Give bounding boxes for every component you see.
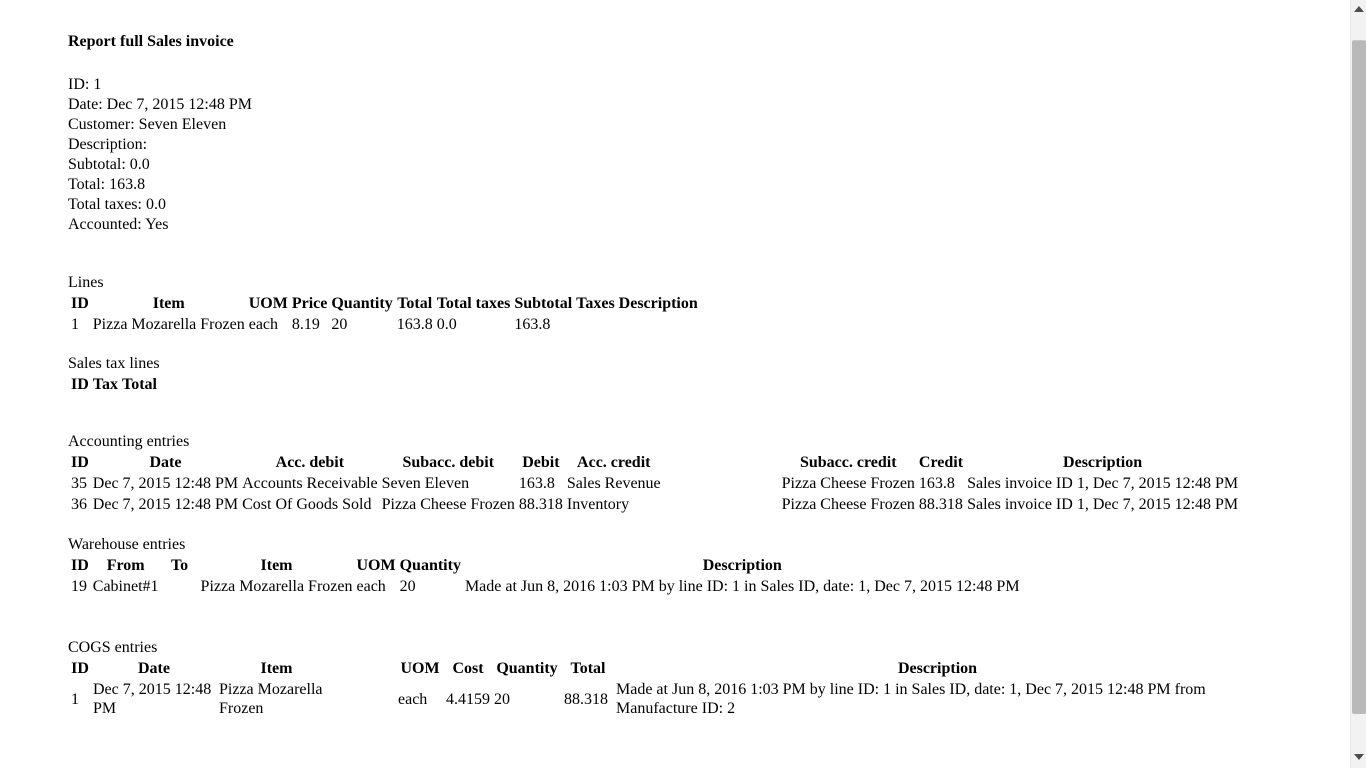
cell: Pizza Cheese Frozen — [781, 475, 915, 492]
cell — [575, 314, 616, 335]
cell — [618, 314, 699, 335]
scrollbar[interactable] — [1350, 0, 1366, 768]
report-title: Report full Sales invoice — [68, 33, 234, 50]
cell: Sales Revenue — [566, 475, 661, 492]
cell: 35 — [71, 475, 87, 492]
accounting-entries-table — [68, 452, 1241, 515]
cell: 88.318 — [518, 496, 563, 513]
cell: Dec 7, 2015 12:48 PM — [92, 496, 239, 513]
section-label-accounting-entries: Accounting entries — [68, 433, 190, 450]
section-lines — [68, 273, 1342, 335]
header-cell: Price — [291, 295, 328, 312]
cell: 163.8 — [918, 475, 955, 492]
cell: Dec 7, 2015 12:48 PM — [93, 681, 212, 717]
cell: Pizza Cheese Frozen — [381, 496, 515, 513]
table-header-row — [70, 555, 1021, 576]
table-row — [70, 494, 1239, 515]
header-cell: Subacc. credit — [799, 454, 897, 471]
cell: each — [356, 578, 386, 595]
header-cell: ID — [71, 295, 89, 312]
header-cell: Date — [138, 660, 170, 677]
header-cell: ID — [71, 454, 89, 471]
section-sales-tax-lines — [68, 354, 1342, 395]
cell: Made at Jun 8, 2016 1:03 PM by line ID: 1 in Sales ID, date: 1, Dec 7, 2015 12:48 PM from Manufacture ID: 2 — [616, 681, 1206, 717]
header-cell: ID — [71, 660, 89, 677]
table-row — [70, 473, 1239, 494]
cell: 163.8 — [396, 316, 433, 333]
info-line-customer: Customer: Seven Eleven — [68, 116, 227, 133]
cell: Seven Eleven — [381, 475, 470, 492]
table-row — [70, 576, 1021, 597]
cell: 1 — [71, 690, 79, 708]
header-cell: UOM — [248, 295, 288, 312]
header-cell: Item — [260, 660, 293, 677]
section-accounting-entries — [68, 432, 1342, 515]
cell: 20 — [494, 690, 510, 708]
invoice-info-block — [68, 75, 1342, 235]
header-cell: Tax — [92, 376, 118, 393]
section-label-warehouse-entries: Warehouse entries — [68, 536, 186, 553]
info-line-id: ID: 1 — [68, 76, 102, 93]
cell: 0.0 — [436, 316, 457, 333]
section-warehouse-entries — [68, 535, 1342, 597]
warehouse-entries-table — [68, 555, 1023, 597]
cell: Sales invoice ID 1, Dec 7, 2015 12:48 PM — [967, 496, 1239, 513]
header-cell: Credit — [918, 454, 964, 471]
header-cell: Total — [121, 376, 157, 393]
cell: 163.8 — [518, 475, 555, 492]
section-label-lines: Lines — [68, 274, 104, 291]
section-cogs-entries — [68, 638, 1342, 719]
header-cell: Description — [702, 557, 782, 574]
header-cell: Subtotal — [514, 295, 573, 312]
header-cell: Acc. debit — [275, 454, 345, 471]
header-cell: Description — [618, 295, 698, 312]
header-cell: ID — [71, 376, 89, 393]
info-line-total: Total: 163.8 — [68, 176, 146, 193]
cell: 1 — [71, 316, 79, 333]
header-cell: Quantity — [331, 295, 393, 312]
header-cell: From — [106, 557, 145, 574]
header-cell: Quantity — [399, 557, 461, 574]
info-line-subtotal: Subtotal: 0.0 — [68, 156, 150, 173]
cell: 8.19 — [291, 316, 320, 333]
info-line-accounted: Accounted: Yes — [68, 216, 169, 233]
cell: Made at Jun 8, 2016 1:03 PM by line ID: 1 in Sales ID, date: 1, Dec 7, 2015 12:48 PM — [464, 578, 1020, 595]
table-row — [70, 679, 1260, 719]
header-cell: Subacc. debit — [402, 454, 495, 471]
header-cell: To — [170, 557, 189, 574]
cell: 88.318 — [564, 690, 608, 708]
header-cell: Taxes — [576, 295, 615, 312]
cell: Sales invoice ID 1, Dec 7, 2015 12:48 PM — [967, 475, 1239, 492]
cell: 19 — [71, 578, 87, 595]
cell: Accounts Receivable — [242, 475, 378, 492]
info-line-description: Description: — [68, 136, 148, 153]
cell — [162, 576, 198, 597]
cell: Inventory — [566, 496, 630, 513]
header-cell: Cost — [452, 660, 484, 677]
cell: 20 — [331, 316, 348, 333]
sales-tax-lines-table — [68, 374, 160, 395]
table-header-row — [70, 658, 1260, 679]
cell: 4.4159 — [446, 690, 490, 708]
section-label-cogs-entries: COGS entries — [68, 639, 158, 656]
header-cell: Item — [152, 295, 185, 312]
cell: 163.8 — [514, 316, 551, 333]
cell: 36 — [71, 496, 87, 513]
cell: Pizza Mozarella Frozen — [92, 316, 245, 333]
header-cell: Date — [149, 454, 182, 471]
scrollbar-thumb[interactable] — [1352, 40, 1366, 714]
header-cell: UOM — [400, 660, 440, 677]
header-cell: Total — [397, 295, 433, 312]
cell: Pizza Mozarella Frozen — [219, 681, 323, 717]
section-label-sales-tax-lines: Sales tax lines — [68, 355, 160, 372]
header-cell: ID — [71, 557, 89, 574]
header-cell: Quantity — [496, 660, 558, 677]
header-cell: UOM — [356, 557, 396, 574]
header-cell: Acc. credit — [577, 454, 651, 471]
table-row — [70, 314, 699, 335]
info-line-total-taxes: Total taxes: 0.0 — [68, 196, 166, 213]
cell: Pizza Mozarella Frozen — [200, 578, 353, 595]
cogs-entries-table — [68, 658, 1262, 719]
cell: Dec 7, 2015 12:48 PM — [92, 475, 239, 492]
header-cell: Total — [570, 660, 606, 677]
scroll-up-arrow-icon[interactable] — [1354, 6, 1364, 12]
info-line-date: Date: Dec 7, 2015 12:48 PM — [68, 96, 252, 113]
cell: Cabinet#1 — [92, 578, 159, 595]
header-cell: Description — [1063, 454, 1143, 471]
cell: Pizza Cheese Frozen — [781, 496, 915, 513]
cell: 20 — [399, 578, 416, 595]
header-cell: Description — [897, 660, 978, 677]
cell: each — [398, 690, 428, 708]
scroll-down-arrow-icon[interactable] — [1354, 754, 1364, 760]
header-cell: Item — [260, 557, 293, 574]
cell: 88.318 — [918, 496, 963, 513]
table-header-row — [70, 374, 158, 395]
lines-table — [68, 293, 701, 335]
header-cell: Debit — [522, 454, 560, 471]
header-cell: Total taxes — [436, 295, 511, 312]
cell: Cost Of Goods Sold — [242, 496, 372, 513]
cell: each — [248, 316, 279, 333]
table-header-row — [70, 293, 699, 314]
table-header-row — [70, 452, 1239, 473]
